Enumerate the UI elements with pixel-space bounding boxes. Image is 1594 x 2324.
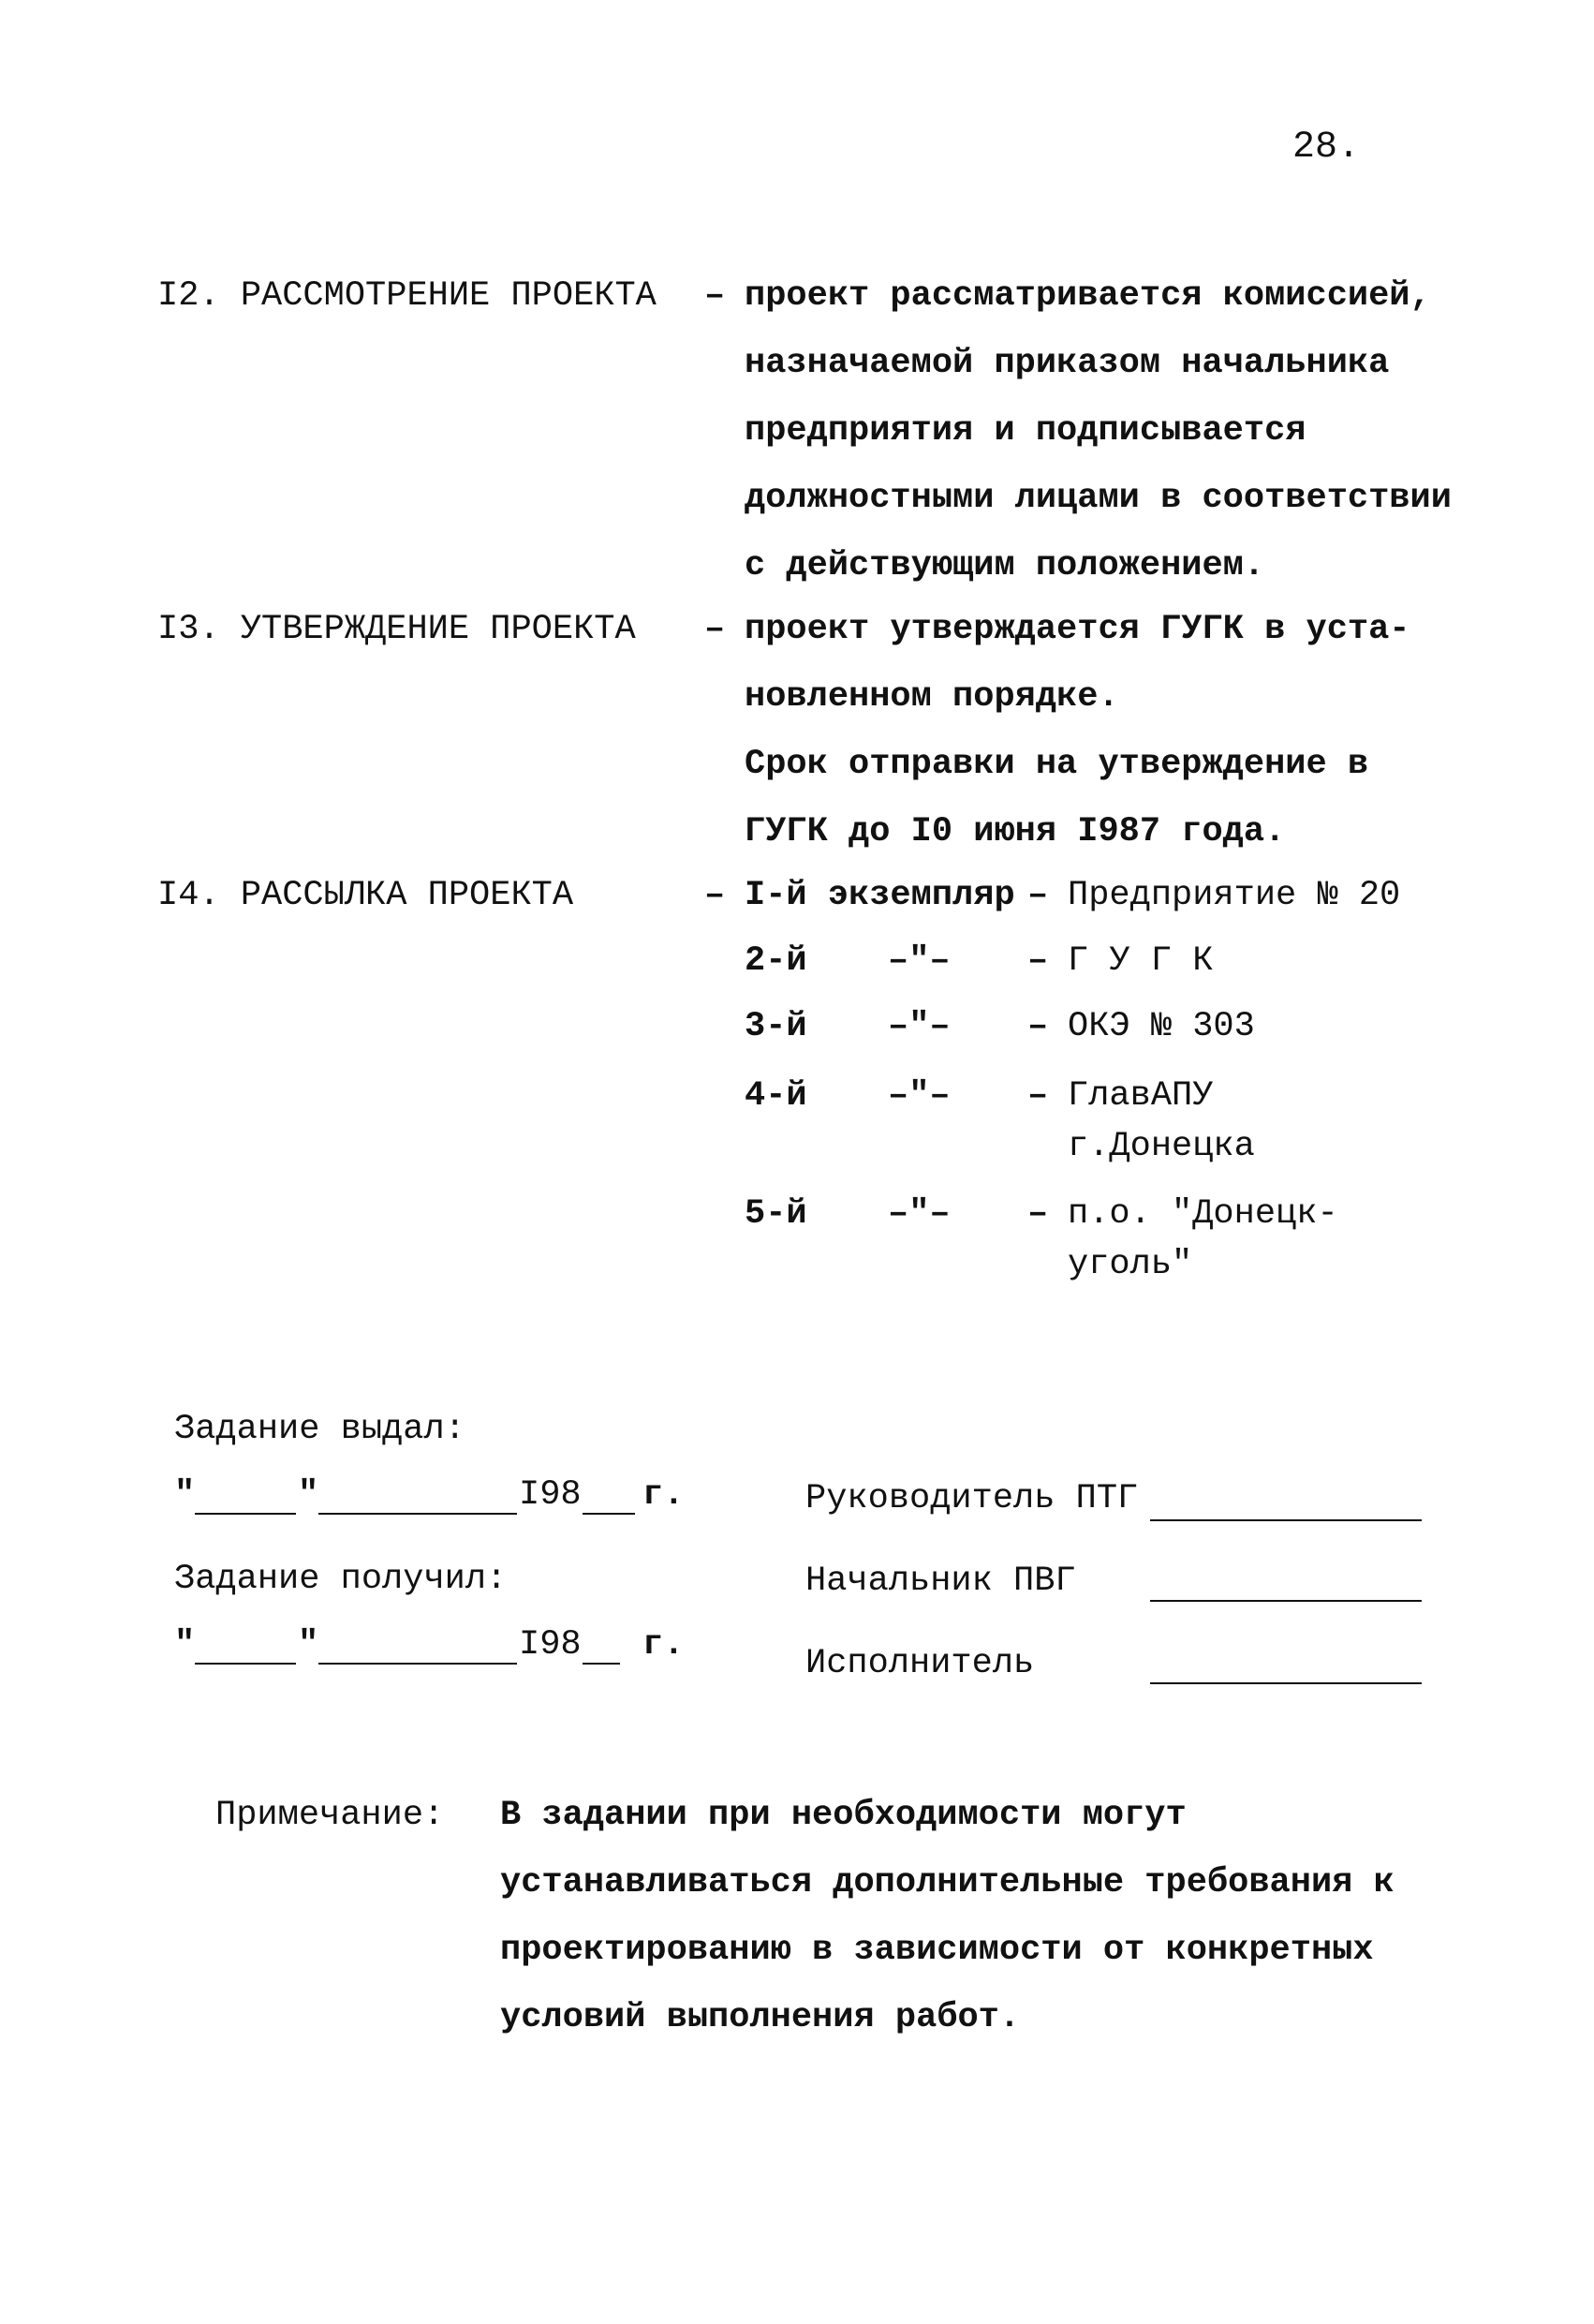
date-quote-close: " bbox=[298, 1625, 319, 1665]
copy-separator: – bbox=[1027, 876, 1049, 915]
page-number: 28. bbox=[1292, 126, 1361, 169]
section-12-line: должностными лицами в соответствии bbox=[745, 479, 1452, 518]
copy-recipient: Предприятие № 20 bbox=[1068, 876, 1401, 915]
signature-line bbox=[1150, 1519, 1422, 1521]
section-12-line: назначаемой приказом начальника bbox=[745, 344, 1390, 383]
copy-recipient: Г У Г К bbox=[1068, 941, 1214, 981]
note-line: проектированию в зависимости от конкретных bbox=[500, 1931, 1374, 1970]
date-quote-open: " bbox=[174, 1475, 196, 1515]
date-year-line bbox=[583, 1513, 635, 1515]
date-year-prefix: I98 bbox=[519, 1475, 582, 1515]
copy-number: 5-й bbox=[745, 1194, 807, 1234]
copy-separator: – bbox=[1027, 1007, 1049, 1046]
section-13-line: проект утверждается ГУГК в уста- bbox=[745, 610, 1410, 649]
copy-ditto: –"– bbox=[888, 1007, 951, 1046]
date-year-suffix: г. bbox=[642, 1625, 685, 1665]
section-13-line: новленном порядке. bbox=[745, 677, 1119, 717]
date-year-suffix: г. bbox=[642, 1475, 685, 1515]
copy-separator: – bbox=[1027, 1194, 1049, 1234]
task-received-label: Задание получил: bbox=[174, 1560, 508, 1599]
copy-number: 2-й bbox=[745, 941, 807, 981]
date-month-line bbox=[318, 1513, 517, 1515]
copy-recipient-cont: уголь" bbox=[1068, 1245, 1193, 1284]
signature-line bbox=[1150, 1682, 1422, 1684]
note-line: условий выполнения работ. bbox=[500, 1998, 1021, 2037]
copy-number: 3-й bbox=[745, 1007, 807, 1046]
signature-role: Начальник ПВГ bbox=[805, 1562, 1076, 1601]
section-12-title: I2. РАССМОТРЕНИЕ ПРОЕКТА bbox=[157, 276, 657, 316]
date-year-prefix: I98 bbox=[519, 1625, 582, 1665]
date-day-line bbox=[195, 1663, 296, 1665]
copy-recipient: ОКЭ № 303 bbox=[1068, 1007, 1255, 1046]
copy-recipient-cont: г.Донецка bbox=[1068, 1127, 1255, 1166]
signature-line bbox=[1150, 1600, 1422, 1602]
section-13-line: ГУГК до I0 июня I987 года. bbox=[745, 812, 1286, 851]
copy-ditto: –"– bbox=[888, 1194, 951, 1234]
note-line: устанавливаться дополнительные требования к bbox=[500, 1863, 1395, 1902]
section-12-line: с действующим положением. bbox=[745, 546, 1265, 585]
copy-separator: – bbox=[1027, 941, 1049, 981]
note-line: В задании при необходимости могут bbox=[500, 1796, 1187, 1835]
copy-separator: – bbox=[1027, 1076, 1049, 1116]
section-14-dash: – bbox=[704, 876, 726, 915]
copy-ditto: –"– bbox=[888, 941, 951, 981]
section-14-title: I4. РАССЫЛКА ПРОЕКТА bbox=[157, 876, 574, 915]
copy-ditto: –"– bbox=[888, 1076, 951, 1116]
section-12-line: проект рассматривается комиссией, bbox=[745, 276, 1431, 316]
section-13-dash: – bbox=[704, 610, 726, 649]
signature-role: Руководитель ПТГ bbox=[805, 1479, 1139, 1518]
task-issued-label: Задание выдал: bbox=[174, 1410, 465, 1449]
section-12-dash: – bbox=[704, 276, 726, 316]
copy-number: I-й экземпляр bbox=[745, 876, 1015, 915]
date-month-line bbox=[318, 1663, 517, 1665]
section-13-line: Срок отправки на утверждение в bbox=[745, 745, 1369, 784]
date-quote-close: " bbox=[298, 1475, 319, 1515]
note-label: Примечание: bbox=[215, 1796, 445, 1835]
date-year-line bbox=[583, 1663, 620, 1665]
signature-role: Исполнитель bbox=[805, 1644, 1035, 1683]
copy-recipient: ГлавАПУ bbox=[1068, 1076, 1214, 1116]
copy-number: 4-й bbox=[745, 1076, 807, 1116]
date-day-line bbox=[195, 1513, 296, 1515]
section-13-title: I3. УТВЕРЖДЕНИЕ ПРОЕКТА bbox=[157, 610, 636, 649]
section-12-line: предприятия и подписывается bbox=[745, 411, 1306, 451]
date-quote-open: " bbox=[174, 1625, 196, 1665]
copy-recipient: п.о. "Донецк- bbox=[1068, 1194, 1338, 1234]
